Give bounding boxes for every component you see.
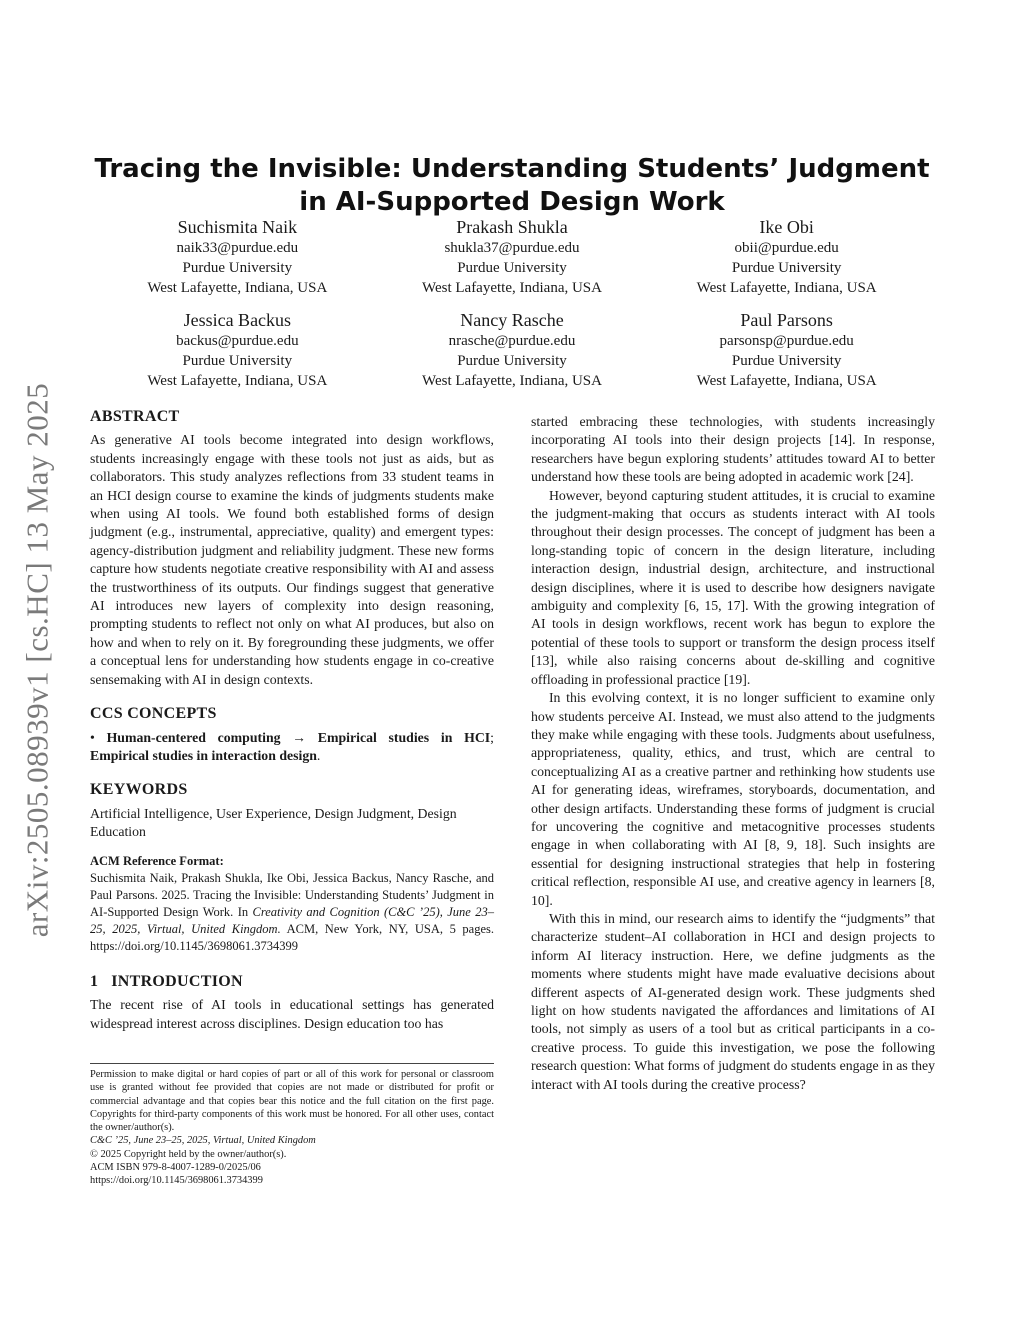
author-card [375,309,650,391]
arxiv-id: arXiv:2505.08939v1 [cs.HC] 13 May 2025 [19,382,54,938]
permission-notice: Permission to make digital or hard copies of part or all of this work for personal or classroom use is granted without fee provided that copies are not made or distributed for profit or commercial advantage and that copies bear this notice and the full citation on the first page. Copyrights for third-party components of this work must be honored. For all other uses, contact the owner/author(s). [90,1069,494,1134]
author-name: Jessica Backus [183,310,292,330]
author-card [100,309,375,391]
footnote [90,1063,494,1188]
author-affiliation: Purdue University [182,260,293,276]
footnote-copyright: © 2025 Copyright held by the owner/author(s). [90,1148,287,1160]
ccs-concept: Human-centered computing [106,729,281,745]
keywords-text: Artificial Intelligence, User Experience, Design Judgment, Design Education [90,805,457,840]
ccs-bullet: • [90,729,107,745]
arxiv-watermark [12,360,62,960]
ccs-concept: Empirical studies in interaction design [90,747,317,763]
footnote-doi: https://doi.org/10.1145/3698061.3734399 [90,1175,263,1187]
intro-paragraph: In this evolving context, it is no longer sufficient to examine only how students perceive AI. Instead, we must also attend to the judgments they make while engaging with these tools. Judgments about usefulness, appropriateness, quality, ethics, and trust, which are central to conceptualizing AI as a creative partner and rethinking how students use AI for generating ideas, wireframes, storyboards, documentation, and other design artifacts. Understanding these forms of judgment is crucial for uncovering the cognitive and metacognitive processes students engage in when collaborating with AI [8, 9, 18]. Such insights are essential for designing instructional strategies that help in fostering critical reflection, responsible AI use, and creative agency in learners [8, 10]. [531,690,935,908]
abstract-heading: ABSTRACT [90,408,180,425]
author-email: obii@purdue.edu [734,240,839,256]
author-location: West Lafayette, Indiana, USA [422,280,602,296]
author-affiliation: Purdue University [731,353,842,369]
author-email: parsonsp@purdue.edu [719,333,854,349]
author-email: nrasche@purdue.edu [448,333,576,349]
author-affiliation: Purdue University [182,353,293,369]
right-column [531,413,935,1094]
intro-paragraph: The recent rise of AI tools in educational settings has generated widespread interest across disciplines. Design education too has [90,997,494,1031]
author-name: Suchismita Naik [177,217,298,237]
author-affiliation: Purdue University [731,260,842,276]
acm-reference-venue: Creativity and Cognition (C&C ’25), June 23–25, 2025, Virtual, United Kingdom. [90,904,494,936]
author-location: West Lafayette, Indiana, USA [147,373,328,389]
author-location: West Lafayette, Indiana, USA [147,280,328,296]
acm-reference [90,870,494,955]
author-name: Paul Parsons [740,310,833,330]
author-card [100,216,375,298]
author-location: West Lafayette, Indiana, USA [422,373,602,389]
author-card [649,309,924,391]
section-number: 1 [90,972,99,990]
intro-paragraph: With this in mind, our research aims to identify the “judgments” that characterize student–AI collaboration in HCI and design projects to inform AI literacy instruction. Here, we define judgments as the moments where students might have made evaluative decisions about different aspects of AI-generated design work. These judgments shed light on how students navigated the affordances and limitations of AI tools, not simply as users of a tool but as critical participants in a co-creative process. To guide this investigation, we pose the following research question: What forms of judgment do students engage in as they interact with AI tools during the creative process? [531,910,935,1092]
author-block [100,216,924,391]
footnote-venue: C&C ’25, June 23–25, 2025, Virtual, United Kingdom [90,1135,316,1147]
ccs-separator: ; [490,729,495,745]
author-email: naik33@purdue.edu [176,240,299,256]
author-email: shukla37@purdue.edu [444,240,580,256]
author-name: Nancy Rasche [460,310,564,330]
author-email: backus@purdue.edu [176,333,299,349]
ccs-end: . [316,747,321,763]
acm-reference-part: ACM, New York, NY, USA, 5 pages. https://doi.org/10.1145/3698061.3734399 [90,921,494,953]
author-card [375,216,650,298]
abstract-text: As generative AI tools become integrated into design workflows, students increasingly engage with these tools not just as aids, but as collaborators. This study analyzes reflections from 33 student teams in an HCI design course to examine the kinds of judgments students make when using AI tools. We found both established forms of design judgment (e.g., instrumental, appreciative, quality) and emergent types: agency-distribution judgment and reliability judgment. These new forms capture how students negotiate creative responsibility with AI and assess the trustworthiness of its outputs. Our findings suggest that generative AI introduces new layers of complexity into design reasoning, prompting students to reflect not only on what AI produces, but also on how and when to rely on it. By foregrounding these judgments, we offer a conceptual lens for understanding how students engage in co-creative sensemaking with AI in design contexts. [90,432,494,687]
author-card [649,216,924,298]
section-title: INTRODUCTION [111,972,243,990]
paper-title: Tracing the Invisible: Understanding Students’ Judgment in AI-Supported Design Work [94,154,930,218]
intro-paragraph: However, beyond capturing student attitudes, it is crucial to examine the judgment-making that occurs as students interact with AI tools throughout their design processes. The concept of judgment has been a long-standing topic of concern in the design literature, including interaction design, industrial design, architecture, and instructional design disciplines, where it is used to describe how designers navigate ambiguity and complexity [6, 15, 17]. With the growing integration of AI tools in design workflows, recent work has begun to explore the potential of these tools to support or transform the design process itself [13], while also raising concerns about de-skilling and cognitive offloading in professional practice [19]. [531,487,935,687]
ccs-concepts [90,729,494,766]
ccs-heading: CCS CONCEPTS [90,705,217,723]
author-affiliation: Purdue University [457,353,567,369]
left-column [90,408,494,1033]
acm-reference-part: Suchismita Naik, Prakash Shukla, Ike Obi, Jessica Backus, Nancy Rasche, and Paul Parsons. 2025. Tracing the Invisible: Understanding Students’ Judgment in AI-Supported Design Work. In [90,870,494,919]
ccs-concept: Empirical studies in HCI [317,729,491,745]
footnote-isbn: ACM ISBN 979-8-4007-1289-0/2025/06 [90,1162,261,1174]
author-name: Prakash Shukla [456,217,568,237]
intro-heading [90,973,494,991]
keywords-heading: KEYWORDS [90,781,188,799]
author-name: Ike Obi [759,217,814,237]
intro-paragraph: started embracing these technologies, with students increasingly incorporating AI tools into their design projects [14]. In response, researchers have begun exploring students’ attitudes toward AI to better understand how these tools are being adopted in academic work [24]. [531,414,935,485]
acm-reference-label: ACM Reference Format: [90,853,224,868]
author-affiliation: Purdue University [457,260,567,276]
author-location: West Lafayette, Indiana, USA [696,280,877,296]
author-location: West Lafayette, Indiana, USA [696,373,877,389]
ccs-arrow: → [280,729,318,745]
